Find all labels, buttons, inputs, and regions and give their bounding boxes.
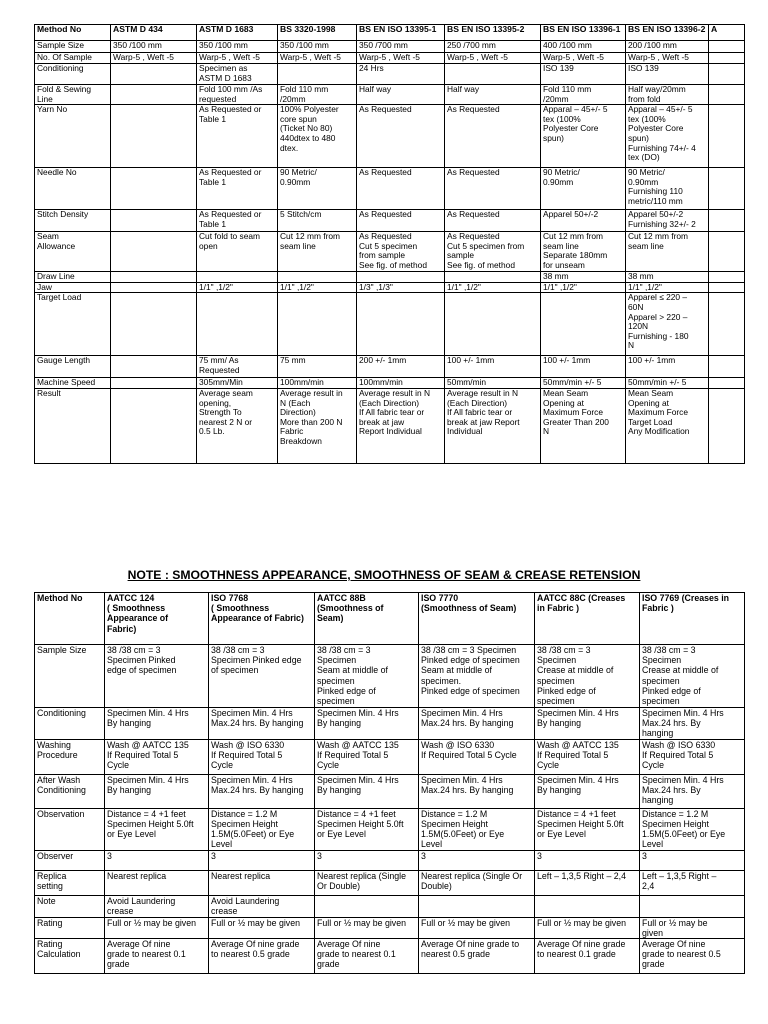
table1-header-row (35, 25, 745, 41)
column-header: Method No (35, 593, 105, 645)
row-label-cell: After Wash Conditioning (35, 774, 105, 808)
table-cell: 1/1" ,1/2" (278, 282, 357, 293)
table-cell: 1/3" ,1/3" (357, 282, 445, 293)
table-cell: Apparel 50+/-2 (541, 210, 626, 232)
table-cell: 50mm/min +/- 5 (541, 378, 626, 389)
table-cell: Specimen Min. 4 Hrs By hanging (535, 774, 640, 808)
table-cell (357, 272, 445, 283)
table-cell (709, 41, 745, 53)
table-cell: 3 (209, 850, 315, 870)
table-cell: Specimen Min. 4 Hrs Max.24 hrs. By hanging (640, 774, 745, 808)
table-cell: Specimen Min. 4 Hrs Max.24 hrs. By hanging (209, 708, 315, 740)
table-row (35, 939, 745, 974)
table-cell: 38 /38 cm = 3 Specimen Pinked edge of specimen Seam at middle of specimen. Pinked edge of specimen (419, 645, 535, 708)
table-cell: Specimen Min. 4 Hrs Max.24 hrs. By hanging (209, 774, 315, 808)
table-cell: Mean Seam Opening at Maximum Force Target Load Any Modification (626, 388, 709, 463)
table-row (35, 85, 745, 105)
table-cell: 100mm/min (278, 378, 357, 389)
table-cell: 400 /100 mm (541, 41, 626, 53)
row-label-cell: Conditioning (35, 708, 105, 740)
table-cell: Fold 100 mm /As requested (197, 85, 278, 105)
table-cell: 75 mm/ As Requested (197, 356, 278, 378)
table-cell: As Requested or Table 1 (197, 105, 278, 168)
table-row (35, 232, 745, 272)
table-cell (709, 168, 745, 210)
table-cell (709, 232, 745, 272)
column-header: AATCC 88B (Smoothness of Seam) (315, 593, 419, 645)
table-cell (541, 293, 626, 356)
column-header: ASTM D 1683 (197, 25, 278, 41)
table-cell: 1/1" ,1/2" (626, 282, 709, 293)
row-label-cell: Rating Calculation (35, 939, 105, 974)
table-cell: Full or ½ may be given (209, 917, 315, 938)
table-cell: 90 Metric/ 0.90mm (278, 168, 357, 210)
table-cell: Distance = 4 +1 feet Specimen Height 5.0ft or Eye Level (105, 808, 209, 850)
table-cell (111, 232, 197, 272)
table-cell (197, 293, 278, 356)
table-cell (709, 293, 745, 356)
table-row (35, 64, 745, 85)
table-cell (445, 272, 541, 283)
table-cell: Warp-5 , Weft -5 (357, 53, 445, 64)
row-label-cell: No. Of Sample (35, 53, 111, 64)
column-header: BS EN ISO 13395-1 (357, 25, 445, 41)
table2-header-row (35, 593, 745, 645)
table-row (35, 272, 745, 283)
row-label-cell: Result (35, 388, 111, 463)
table-cell: Wash @ AATCC 135 If Required Total 5 Cycle (315, 739, 419, 774)
table-row (35, 282, 745, 293)
table-cell: Wash @ ISO 6330 If Required Total 5 Cycle (419, 739, 535, 774)
table-cell: Left – 1,3,5 Right – 2,4 (640, 870, 745, 895)
table-cell (197, 272, 278, 283)
row-label-cell: Conditioning (35, 64, 111, 85)
table-cell: 90 Metric/ 0.90mm Furnishing 110 metric/110 mm (626, 168, 709, 210)
table-cell: Specimen Min. 4 Hrs By hanging (105, 774, 209, 808)
table-cell: Left – 1,3,5 Right – 2,4 (535, 870, 640, 895)
table-cell: Warp-5 , Weft -5 (197, 53, 278, 64)
table-row (35, 708, 745, 740)
table-cell: 3 (640, 850, 745, 870)
table-cell: Apparel 50+/-2 Furnishing 32+/- 2 (626, 210, 709, 232)
table-cell (709, 85, 745, 105)
table-cell (445, 293, 541, 356)
table-cell: 1/1" ,1/2" (445, 282, 541, 293)
table-cell: Distance = 1.2 M Specimen Height 1.5M(5.0Feet) or Eye Level (640, 808, 745, 850)
table-cell: 1/1" ,1/2" (541, 282, 626, 293)
table-cell (111, 272, 197, 283)
table-cell: Nearest replica (105, 870, 209, 895)
table-cell: 100 +/- 1mm (445, 356, 541, 378)
seam-test-methods-table (34, 24, 745, 464)
row-label-cell: Seam Allowance (35, 232, 111, 272)
table-cell: 100% Polyester core spun (Ticket No 80) 440dtex to 480 dtex. (278, 105, 357, 168)
table-row (35, 808, 745, 850)
table-cell: Distance = 1.2 M Specimen Height 1.5M(5.0Feet) or Eye Level (419, 808, 535, 850)
row-label-cell: Yarn No (35, 105, 111, 168)
table-cell: 38 /38 cm = 3 Specimen Crease at middle of specimen Pinked edge of specimen (535, 645, 640, 708)
table-cell: 100mm/min (357, 378, 445, 389)
table-cell: 3 (535, 850, 640, 870)
table-cell: 350 /700 mm (357, 41, 445, 53)
table-cell: Wash @ ISO 6330 If Required Total 5 Cycle (640, 739, 745, 774)
table-cell: Specimen Min. 4 Hrs Max.24 hrs. By hanging (640, 708, 745, 740)
table-row (35, 917, 745, 938)
note-title: NOTE : SMOOTHNESS APPEARANCE, SMOOTHNESS OF SEAM & CREASE RETENSION (127, 568, 641, 582)
table-cell: 38 /38 cm = 3 Specimen Seam at middle of specimen Pinked edge of specimen (315, 645, 419, 708)
table-cell (357, 293, 445, 356)
table-cell: Apparal – 45+/- 5 tex (100% Polyester Core spun) Furnishing 74+/- 4 tex (DO) (626, 105, 709, 168)
table-cell: Wash @ AATCC 135 If Required Total 5 Cycle (105, 739, 209, 774)
table-row (35, 53, 745, 64)
table-cell: Warp-5 , Weft -5 (278, 53, 357, 64)
table-cell (640, 895, 745, 917)
table-cell: Average seam opening, Strength To nearest 2 N or 0.5 Lb. (197, 388, 278, 463)
row-label-cell: Rating (35, 917, 105, 938)
table-cell: Specimen Min. 4 Hrs By hanging (105, 708, 209, 740)
table-cell: As Requested Cut 5 specimen from sample See fig. of method (445, 232, 541, 272)
table-cell (111, 64, 197, 85)
table-cell (709, 210, 745, 232)
table-cell (709, 388, 745, 463)
row-label-cell: Replica setting (35, 870, 105, 895)
table-cell: Apparel ≤ 220 – 60N Apparel > 220 – 120N Furnishing - 180 N (626, 293, 709, 356)
table-row (35, 293, 745, 356)
row-label-cell: Gauge Length (35, 356, 111, 378)
table-cell (535, 895, 640, 917)
table-cell: Mean Seam Opening at Maximum Force Greater Than 200 N (541, 388, 626, 463)
table-row (35, 105, 745, 168)
table-cell: Average Of nine grade to nearest 0.1 grade (315, 939, 419, 974)
table-cell: 50mm/min +/- 5 (626, 378, 709, 389)
table-cell: Full or ½ may be given (640, 917, 745, 938)
table-cell: 24 Hrs (357, 64, 445, 85)
table-row (35, 356, 745, 378)
table-cell: Fold 110 mm /20mm (278, 85, 357, 105)
table-cell (709, 64, 745, 85)
table-cell: Avoid Laundering crease (105, 895, 209, 917)
table-cell: As Requested (357, 210, 445, 232)
table-cell: Average Of nine grade to nearest 0.5 grade (640, 939, 745, 974)
table-cell: 38 mm (626, 272, 709, 283)
column-header: AATCC 124 ( Smoothness Appearance of Fabric) (105, 593, 209, 645)
column-header: A (709, 25, 745, 41)
table-cell: 350 /100 mm (197, 41, 278, 53)
table-cell: 3 (105, 850, 209, 870)
table-cell: Warp-5 , Weft -5 (626, 53, 709, 64)
column-header: ISO 7768 ( Smoothness Appearance of Fabric) (209, 593, 315, 645)
table-row (35, 168, 745, 210)
table-cell: As Requested Cut 5 specimen from sample See fig. of method (357, 232, 445, 272)
table-cell: As Requested (445, 105, 541, 168)
table-cell: Wash @ ISO 6330 If Required Total 5 Cycle (209, 739, 315, 774)
table-row (35, 378, 745, 389)
table-cell: Full or ½ may be given (105, 917, 209, 938)
table-row (35, 739, 745, 774)
table-cell (111, 168, 197, 210)
table-row (35, 895, 745, 917)
table-cell: Nearest replica (Single Or Double) (419, 870, 535, 895)
row-label-cell: Observation (35, 808, 105, 850)
row-label-cell: Observer (35, 850, 105, 870)
table-cell: Cut 12 mm from seam line Separate 180mm for unseam (541, 232, 626, 272)
table-cell (111, 105, 197, 168)
table-cell (709, 378, 745, 389)
table-cell: Specimen Min. 4 Hrs By hanging (315, 774, 419, 808)
row-label-cell: Machine Speed (35, 378, 111, 389)
table-cell: Full or ½ may be given (315, 917, 419, 938)
row-label-cell: Jaw (35, 282, 111, 293)
table-cell (278, 64, 357, 85)
table-cell (111, 378, 197, 389)
table-cell: Specimen Min. 4 Hrs By hanging (535, 708, 640, 740)
table-cell: Distance = 4 +1 feet Specimen Height 5.0ft or Eye Level (535, 808, 640, 850)
column-header: BS EN ISO 13396-1 (541, 25, 626, 41)
table-cell: Average result in N (Each Direction) If All fabric tear or break at jaw Report Individual (357, 388, 445, 463)
table-cell: 350 /100 mm (278, 41, 357, 53)
row-label-cell: Draw Line (35, 272, 111, 283)
table-cell: As Requested (357, 168, 445, 210)
column-header: BS EN ISO 13395-2 (445, 25, 541, 41)
table-cell: Full or ½ may be given (535, 917, 640, 938)
table-cell: Nearest replica (Single Or Double) (315, 870, 419, 895)
table-cell: Wash @ AATCC 135 If Required Total 5 Cycle (535, 739, 640, 774)
table-cell (278, 272, 357, 283)
table-cell: Specimen Min. 4 Hrs By hanging (315, 708, 419, 740)
table-cell (111, 85, 197, 105)
table-cell (709, 356, 745, 378)
table-cell: Distance = 4 +1 feet Specimen Height 5.0ft or Eye Level (315, 808, 419, 850)
table-cell: 250 /700 mm (445, 41, 541, 53)
table-cell: 50mm/min (445, 378, 541, 389)
row-label-cell: Target Load (35, 293, 111, 356)
table1-body (35, 41, 745, 464)
table-cell: Specimen Min. 4 Hrs Max.24 hrs. By hanging (419, 774, 535, 808)
table-cell: Fold 110 mm /20mm (541, 85, 626, 105)
table-cell: Warp-5 , Weft -5 (541, 53, 626, 64)
table-cell (709, 272, 745, 283)
table-cell: Average Of nine grade to nearest 0.1 grade (535, 939, 640, 974)
table-cell: 100 +/- 1mm (626, 356, 709, 378)
table-cell (111, 388, 197, 463)
table-cell: Distance = 1.2 M Specimen Height 1.5M(5.0Feet) or Eye Level (209, 808, 315, 850)
table-cell: Specimen as ASTM D 1683 (197, 64, 278, 85)
table-cell: 200 /100 mm (626, 41, 709, 53)
table-cell: Average Of nine grade to nearest 0.5 grade (209, 939, 315, 974)
table-cell: 200 +/- 1mm (357, 356, 445, 378)
table-row (35, 388, 745, 463)
row-label-cell: Needle No (35, 168, 111, 210)
table-cell: Average result in N (Each Direction) If All fabric tear or break at jaw Report Individual (445, 388, 541, 463)
column-header: AATCC 88C (Creases in Fabric ) (535, 593, 640, 645)
table-cell: As Requested (357, 105, 445, 168)
table-cell: Average result in N (Each Direction) More than 200 N Fabric Breakdown (278, 388, 357, 463)
table-cell (709, 282, 745, 293)
table-cell: ISO 139 (626, 64, 709, 85)
table-cell (111, 282, 197, 293)
table-cell: Nearest replica (209, 870, 315, 895)
table-cell: Half way (357, 85, 445, 105)
table-cell (709, 105, 745, 168)
column-header: ASTM D 434 (111, 25, 197, 41)
row-label-cell: Note (35, 895, 105, 917)
table-cell: Cut 12 mm from seam line (278, 232, 357, 272)
table-cell: Cut fold to seam open (197, 232, 278, 272)
table-cell: 38 /38 cm = 3 Specimen Crease at middle of specimen Pinked edge of specimen (640, 645, 745, 708)
table-cell (278, 293, 357, 356)
table-cell: As Requested or Table 1 (197, 168, 278, 210)
table-cell: 90 Metric/ 0.90mm (541, 168, 626, 210)
table-cell (419, 895, 535, 917)
table-cell: Apparal – 45+/- 5 tex (100% Polyester Core spun) (541, 105, 626, 168)
smoothness-methods-table (34, 592, 745, 974)
table-row (35, 645, 745, 708)
table-cell (111, 210, 197, 232)
table-row (35, 850, 745, 870)
column-header: BS EN ISO 13396-2 (626, 25, 709, 41)
table-cell: 38 /38 cm = 3 Specimen Pinked edge of specimen (105, 645, 209, 708)
table-cell: ISO 139 (541, 64, 626, 85)
table-row (35, 41, 745, 53)
table-cell: 1/1" ,1/2" (197, 282, 278, 293)
table-cell: Specimen Min. 4 Hrs Max.24 hrs. By hanging (419, 708, 535, 740)
row-label-cell: Stitch Density (35, 210, 111, 232)
table-cell: Cut 12 mm from seam line (626, 232, 709, 272)
table-cell: 5 Stitch/cm (278, 210, 357, 232)
table-cell: Half way (445, 85, 541, 105)
row-label-cell: Washing Procedure (35, 739, 105, 774)
table-cell (111, 293, 197, 356)
row-label-cell: Fold & Sewing Line (35, 85, 111, 105)
row-label-cell: Sample Size (35, 645, 105, 708)
table-row (35, 774, 745, 808)
table-cell (445, 64, 541, 85)
table-cell: Warp-5 , Weft -5 (111, 53, 197, 64)
table-cell: Warp-5 , Weft -5 (445, 53, 541, 64)
table-cell: Full or ½ may be given (419, 917, 535, 938)
table-cell: As Requested (445, 210, 541, 232)
table-cell: Half way/20mm from fold (626, 85, 709, 105)
table-cell (709, 53, 745, 64)
table-row (35, 870, 745, 895)
table2-body (35, 645, 745, 974)
column-header: BS 3320-1998 (278, 25, 357, 41)
table-cell: Average Of nine grade to nearest 0.1 grade (105, 939, 209, 974)
table-cell: Average Of nine grade to nearest 0.5 grade (419, 939, 535, 974)
column-header: Method No (35, 25, 111, 41)
table-cell: Avoid Laundering crease (209, 895, 315, 917)
table-cell: 38 mm (541, 272, 626, 283)
table-cell: As Requested (445, 168, 541, 210)
table-cell (315, 895, 419, 917)
table-row (35, 210, 745, 232)
table-cell: 3 (315, 850, 419, 870)
column-header: ISO 7769 (Creases in Fabric ) (640, 593, 745, 645)
table-cell: 100 +/- 1mm (541, 356, 626, 378)
table-cell: As Requested or Table 1 (197, 210, 278, 232)
table-cell: 3 (419, 850, 535, 870)
table-cell: 38 /38 cm = 3 Specimen Pinked edge of specimen (209, 645, 315, 708)
table-cell (111, 356, 197, 378)
row-label-cell: Sample Size (35, 41, 111, 53)
table-cell: 75 mm (278, 356, 357, 378)
column-header: ISO 7770 (Smoothness of Seam) (419, 593, 535, 645)
table-cell: 350 /100 mm (111, 41, 197, 53)
table-cell: 305mm/Min (197, 378, 278, 389)
